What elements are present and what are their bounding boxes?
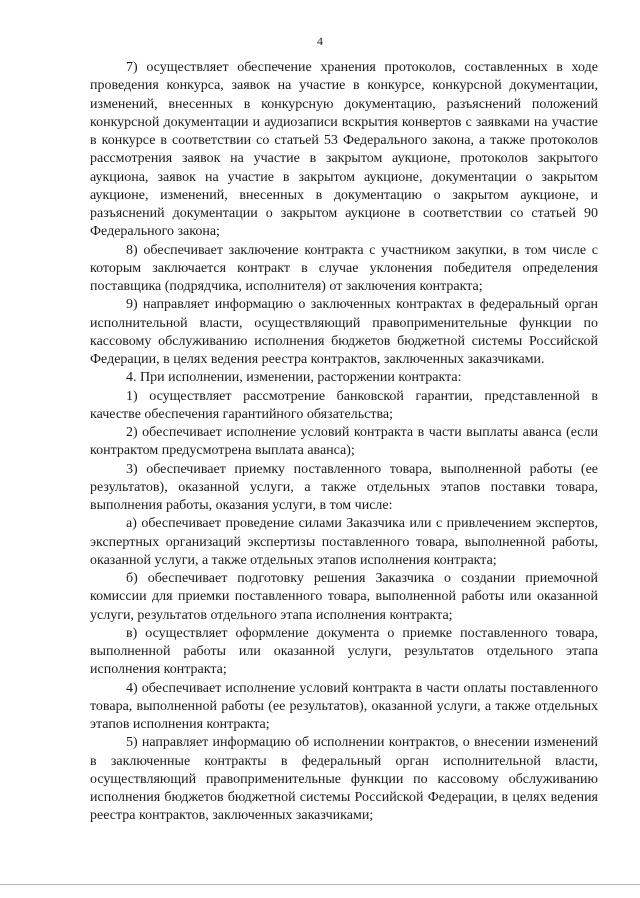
paragraph-execution-info: 5) направляет информацию об исполнении контрактов, о внесении изменений в заключенные контракты в федеральный орган исполнительной власти, осуществляющий правоприменительные функции по кассовому обслуживанию исполнения бюджетов бюджетной системы Российской Федерации, в целях ведения реестра контрактов, заключенных заказчиками;	[90, 735, 598, 824]
section-heading-contract-execution: 4. При исполнении, изменении, расторжении контракта:	[126, 370, 462, 386]
paragraph-contract-conclusion: 8) обеспечивает заключение контракта с участником закупки, в том числе с которым заключается контракт в случае уклонения победителя определения поставщика (подрядчика, исполнителя) от заключения контракта;	[90, 242, 598, 294]
paragraph-acceptance-document: в) осуществляет оформление документа о приемке поставленного товара, выполненной работы или оказанной услуги, результатов отдельного этапа исполнения контракта;	[90, 625, 598, 678]
page-number: 4	[317, 34, 323, 48]
paragraph-acceptance-commission: б) обеспечивает подготовку решения Заказчика о создании приемочной комиссии для приемки поставленного товара, выполненной работы или оказанной услуги, результатов отдельного этапа исполнения контракта;	[90, 571, 598, 623]
paragraph-payment-conditions: 4) обеспечивает исполнение условий контракта в части оплаты поставленного товара, выполненной работы (ее результатов), оказанной услуги, а также отдельных этапов исполнения контракта;	[90, 680, 598, 732]
paragraph-acceptance: 3) обеспечивает приемку поставленного товара, выполненной работы (ее результатов), оказанной услуги, а также отдельных этапов поставки товара, выполнения работы, оказания услуги, в том числе:	[90, 461, 598, 513]
paragraph-bank-guarantee: 1) осуществляет рассмотрение банковской гарантии, представленной в качестве обеспечения гарантийного обязательства;	[90, 388, 598, 422]
paragraph-expertise: а) обеспечивает проведение силами Заказчика или с привлечением экспертов, экспертных организаций экспертизы поставленного товара, выполненной работы, оказанной услуги, а также отдельных этапов исполнения контракта;	[90, 516, 598, 568]
scan-edge-line	[0, 884, 640, 885]
paragraph-storage-of-protocols: 7) осуществляет обеспечение хранения протоколов, составленных в ходе проведения конкурса, заявок на участие в конкурсе, конкурсной документации, изменений, внесенных в конкурсную документацию, разъяснений положений конкурсной документации и аудиозаписи вскрытия конвертов с заявками на участие в конкурсе в соответствии со статьей 53 Федерального закона, а также протоколов рассмотрения заявок на участие в закрытом аукционе, протоколов закрытого аукциона, заявок на участие в закрытом аукционе, документации о закрытом аукционе, изменений, внесенных в документацию о закрытом аукционе, и разъяснений документации о закрытом аукционе в соответствии со статьей 90 Федерального закона;	[90, 60, 598, 240]
paragraph-contract-registry-info: 9) направляет информацию о заключенных контрактах в федеральный орган исполнительной власти, осуществляющий правоприменительные функции по кассовому обслуживанию исполнения бюджетов бюджетной системы Российской Федерации, в целях ведения реестра контрактов, заключенных заказчиками.	[90, 297, 598, 367]
document-body	[90, 59, 598, 826]
paragraph-advance-payment: 2) обеспечивает исполнение условий контракта в части выплаты аванса (если контрактом предусмотрена выплата аванса);	[90, 425, 598, 459]
